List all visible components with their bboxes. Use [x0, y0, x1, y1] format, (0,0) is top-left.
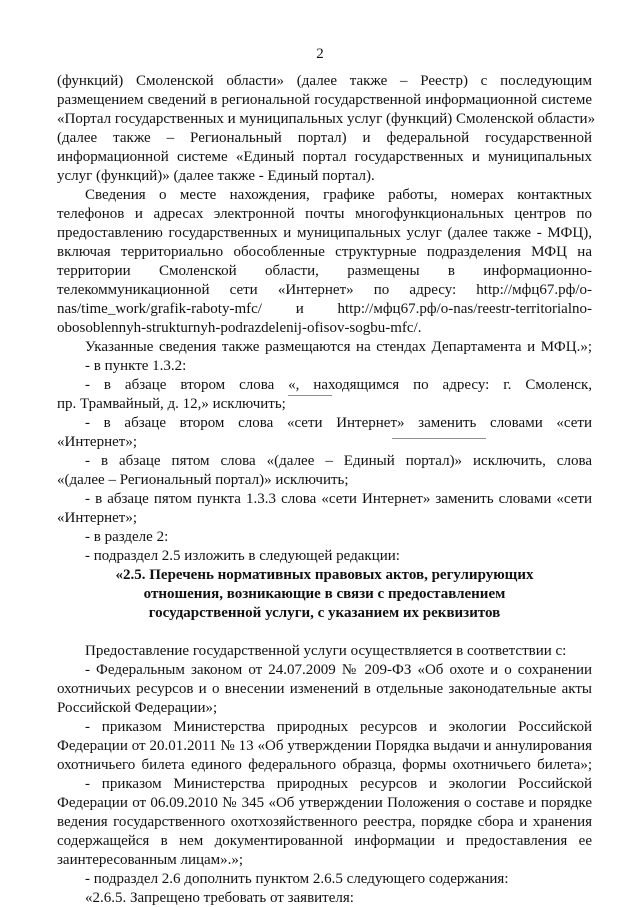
- text-line-2: размещением сведений в региональной государственной информационной системе: [57, 92, 592, 108]
- text-line-7: Сведения о месте нахождения, графике работы, номерах контактных: [85, 187, 592, 203]
- text-line-42: - подраздел 2.6 дополнить пунктом 2.6.5 следующего содержания:: [85, 871, 509, 887]
- text-line-12: телекоммуникационной сети «Интернет» по адресу: http://мфц67.рф/о-: [57, 282, 592, 298]
- text-line-1: (функций) Смоленской области» (далее также – Реестр) с последующим: [57, 73, 592, 89]
- text-line-21: - в абзаце пятом слова «(далее – Единый портал)» исключить, слова: [85, 453, 592, 469]
- text-line-10: включая территориально обособленные структурные подразделения МФЦ на: [57, 244, 592, 260]
- text-line-41: заинтересованным лицам».»;: [57, 852, 244, 868]
- text-line-5: информационной системе «Единый портал государственных и муниципальных: [57, 149, 592, 165]
- text-line-17: - в абзаце втором слова «, находящимся по адресу: г. Смоленск,: [85, 377, 592, 393]
- heading-line-2: отношения, возникающие в связи с предоставлением: [143, 586, 506, 602]
- text-line-38: Федерации от 06.09.2010 № 345 «Об утверждении Положения о составе и порядке: [57, 795, 592, 811]
- text-line-6: услуг (функций)» (далее также - Единый портал).: [57, 168, 375, 184]
- text-line-11: территории Смоленской области, размещены в информационно-: [57, 263, 592, 279]
- heading-line-1: «2.5. Перечень нормативных правовых актов, регулирующих: [115, 567, 534, 583]
- text-line-18: пр. Трамвайный, д. 12,» исключить;: [57, 396, 286, 412]
- text-line-9: предоставлению государственных и муниципальных услуг (далее также - МФЦ),: [57, 225, 592, 241]
- text-line-16: - в пункте 1.3.2:: [85, 358, 187, 374]
- text-line-4: (далее также – Региональный портал) и федеральной государственной: [57, 130, 592, 146]
- text-line-3: «Портал государственных и муниципальных услуг (функций) Смоленской области»: [57, 111, 596, 127]
- text-line-34: - приказом Министерства природных ресурсов и экологии Российской: [85, 719, 592, 735]
- text-line-36: охотничьего билета единого федерального образца, формы охотничьего билета»;: [57, 757, 592, 773]
- text-line-22: «(далее – Региональный портал)» исключить;: [57, 472, 349, 488]
- text-line-35: Федерации от 20.01.2011 № 13 «Об утверждении Порядка выдачи и аннулирования: [57, 738, 592, 754]
- page-number: 2: [316, 46, 324, 62]
- scan-mark-2: [392, 438, 486, 439]
- text-line-25: - в разделе 2:: [85, 529, 169, 545]
- text-line-15: Указанные сведения также размещаются на стендах Департамента и МФЦ.»;: [85, 339, 592, 355]
- text-line-24: «Интернет»;: [57, 510, 137, 526]
- heading-line-3: государственной услуги, с указанием их реквизитов: [148, 605, 501, 621]
- text-line-39: ведения государственного охотхозяйственного реестра, порядке сбора и хранения: [57, 814, 592, 830]
- text-line-31: - Федеральным законом от 24.07.2009 № 209-ФЗ «Об охоте и о сохранении: [85, 662, 592, 678]
- text-line-13: nas/time_work/grafik-raboty-mfc/ и http://мфц67.рф/о-nas/reestr-territorialno-: [57, 301, 592, 317]
- text-line-23: - в абзаце пятом пункта 1.3.3 слова «сети Интернет» заменить словами «сети: [85, 491, 592, 507]
- text-line-8: телефонов и адресах электронной почты многофункциональных центров по: [57, 206, 592, 222]
- text-line-43: «2.6.5. Запрещено требовать от заявителя:: [85, 890, 354, 906]
- text-line-20: «Интернет»;: [57, 434, 137, 450]
- text-line-37: - приказом Министерства природных ресурсов и экологии Российской: [85, 776, 592, 792]
- text-line-26: - подраздел 2.5 изложить в следующей редакции:: [85, 548, 400, 564]
- text-line-33: Российской Федерации»;: [57, 700, 218, 716]
- text-line-32: охотничьих ресурсов и о внесении изменений в отдельные законодательные акты: [57, 681, 592, 697]
- text-line-14: obosoblennyh-strukturnyh-podrazdelenij-ofisov-sogbu-mfc/.: [57, 320, 422, 336]
- scan-mark-1: [288, 395, 332, 396]
- text-line-30: Предоставление государственной услуги осуществляется в соответствии с:: [85, 643, 567, 659]
- text-line-19: - в абзаце втором слова «сети Интернет» заменить словами «сети: [85, 415, 592, 431]
- text-line-40: содержащейся в нем документированной информации и предоставления ее: [57, 833, 592, 849]
